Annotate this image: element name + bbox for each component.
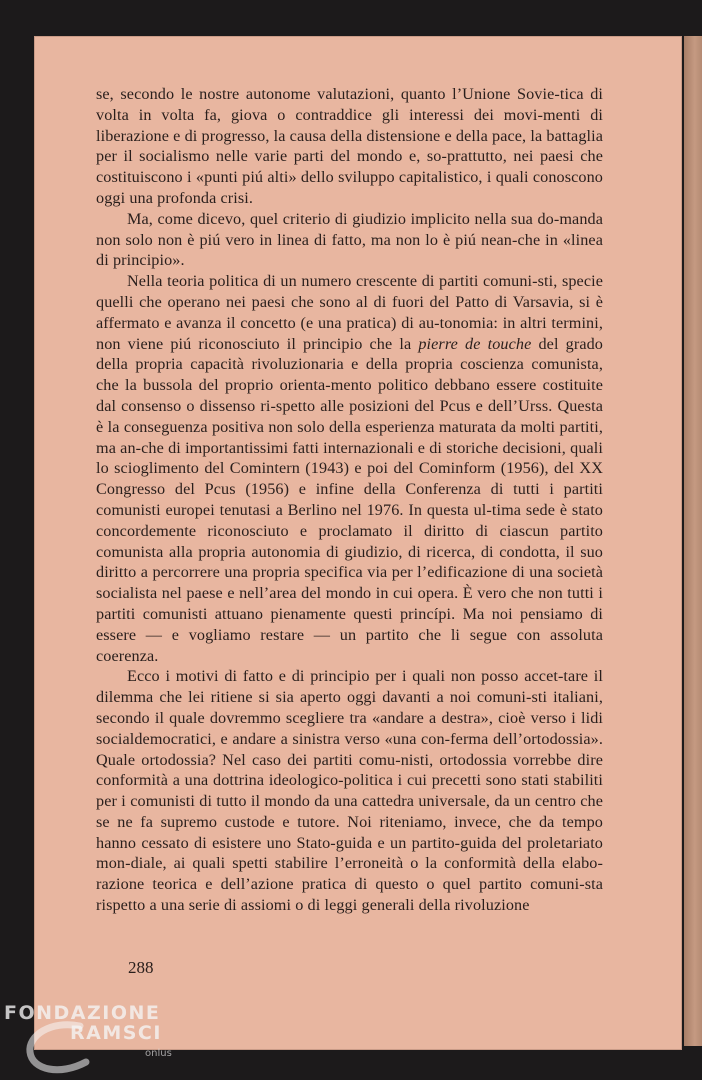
page-body [96, 84, 603, 916]
paragraph-4: Ecco i motivi di fatto e di principio per i quali non posso accet-tare il dilemma che lei ritiene si sia aperto oggi davanti a noi comuni-sti italiani, secondo il quale dovremmo scegliere tra «andare a destra», cioè verso i lidi socialdemocratici, e andare a sinistra verso «una con-ferma dell’ortodossia». Quale ortodossia? Nel caso dei partiti comu-nisti, ortodossia vorrebbe dire conformità a una dottrina ideologico-politica i cui precetti sono stati stabiliti per i comunisti di tutto il mondo da una cattedra universale, da un centro che se ne fa supremo custode e tutore. Noi riteniamo, invece, che da tempo hanno cessato di esistere uno Stato-guida e un partito-guida del proletariato mon-diale, ai quali spetti stabilire l’erroneità o la conformità della elabo-razione teorica e dell’azione pratica di questo o quel partito comuni-sta rispetto a una serie di assiomi o di leggi generali della rivoluzione [96, 667, 603, 915]
paragraph-3: Nella teoria politica di un numero crescente di partiti comuni-sti, specie quelli che operano nei paesi che sono al di fuori del Patto di Varsavia, si è affermato e avanza il concetto (e una pratica) di au-tonomia: in altri termini, non viene piú riconosciuto il principio che la pierre de touche del grado della propria capacità rivoluzionaria e della propria coscienza comunista, che la bussola del proprio orienta-mento politico debbano essere costituite dal consenso o dissenso ri-spetto alle posizioni del Pcus e dell’Urss. Questa è la conseguenza positiva non solo della esperienza maturata da molti partiti, ma an-che di importantissimi fatti internazionali e di storiche decisioni, quali lo scioglimento del Comintern (1943) e poi del Cominform (1956), del XX Congresso del Pcus (1956) e infine della Conferenza di tutti i partiti comunisti europei tenutasi a Berlino nel 1976. In questa ul-tima sede è stato concordemente riconosciuto e proclamato il diritto di ciascun partito comunista alla propria autonomia di giudizio, di ricerca, di condotta, il suo diritto a percorrere una propria specifica via per l’edificazione di una società socialista nel paese e nell’area del mondo in cui opera. È vero che non tutti i partiti comunisti attuano pienamente questi princípi. Ma noi pensiamo di essere — e vogliamo restare — un partito che li segue con assoluta coerenza. [96, 272, 603, 665]
watermark-subtitle: RAMSCI [70, 1022, 162, 1044]
watermark-onlus: onlus [145, 1048, 172, 1059]
italic-phrase: pierre de touche [418, 334, 532, 353]
paragraph-1: se, secondo le nostre autonome valutazioni, quanto l’Unione Sovie-tica di volta in volta fa, giova o contraddice gli interessi dei movi-menti di liberazione e di progresso, la causa della distensione e della pace, la battaglia per il socialismo nelle varie parti del mondo e, so-prattutto, nei paesi che costituiscono i «punti piú alti» dello sviluppo capitalistico, i quali conoscono oggi una profonda crisi. [96, 85, 604, 207]
watermark-title: FONDAZIONE [4, 1002, 161, 1024]
page-number: 288 [128, 958, 154, 977]
paragraph-2: Ma, come dicevo, quel criterio di giudizio implicito nella sua do-manda non solo non è piú vero in linea di fatto, ma non lo è piú nean-che in «linea di principio». [96, 209, 603, 270]
adjacent-page-edge [684, 36, 702, 1046]
